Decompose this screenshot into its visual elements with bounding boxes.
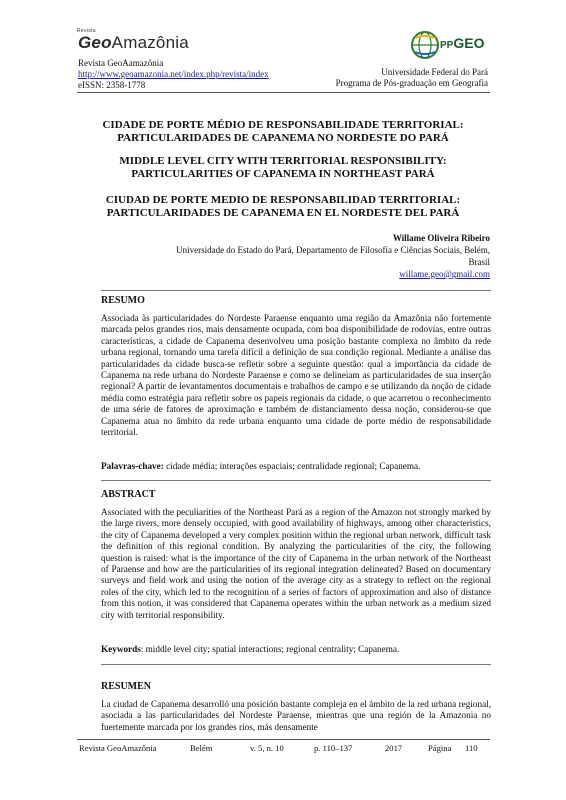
program-name: Programa de Pós-graduação em Geografia xyxy=(335,78,488,88)
resumo-heading: RESUMO xyxy=(101,295,145,306)
resumo-keywords: Palavras-chave: cidade média; interações espaciais; centralidade regional; Capanema. xyxy=(101,461,421,471)
footer-journal: Revista GeoAmazônia xyxy=(79,743,157,753)
footer-pages: p. 110–137 xyxy=(314,743,353,753)
footer-rule xyxy=(77,739,490,740)
abstract-keywords: Keywords: middle level city; spatial interactions; regional centrality; Capanema. xyxy=(101,644,400,654)
abstract-heading: ABSTRACT xyxy=(101,489,156,500)
journal-info xyxy=(78,58,269,91)
title-spanish: CIUDAD DE PORTE MEDIO DE RESPONSABILIDAD TERRITORIAL: PARTICULARIDADES DE CAPANEMA EN EL NORDESTE DEL PARÁ xyxy=(105,194,461,219)
institution-info xyxy=(336,67,488,89)
section-divider xyxy=(101,290,491,291)
geoamazonia-logo xyxy=(78,33,189,53)
section-divider xyxy=(101,664,491,665)
logo-rest-text: Amazônia xyxy=(111,33,189,52)
footer-city: Belém xyxy=(190,743,213,753)
author-email-link[interactable]: willame.geo@gmail.com xyxy=(399,269,490,279)
section-divider xyxy=(101,480,491,481)
logo-geo-text: Geo xyxy=(78,33,112,52)
footer-volume: v. 5, n. 10 xyxy=(250,743,284,753)
author-country: Brasil xyxy=(468,257,490,267)
header-rule xyxy=(77,92,490,93)
title-portuguese: CIDADE DE PORTE MÉDIO DE RESPONSABILIDADE TERRITORIAL: PARTICULARIDADES DE CAPANEMA NO NORDESTE DO PARÁ xyxy=(102,119,464,144)
journal-url-link[interactable]: http://www.geoamazonia.net/index.php/revista/index xyxy=(78,69,269,79)
footer-year: 2017 xyxy=(385,743,403,753)
footer-page-number: 110 xyxy=(465,743,478,753)
author-affiliation: Universidade do Estado do Pará, Departamento de Filosofia e Ciências Sociais, Belém, xyxy=(176,245,490,255)
logo-small-text: Revista xyxy=(77,28,96,34)
eissn: eISSN: 2358-1778 xyxy=(78,80,146,90)
abstract-text: Associated with the peculiarities of the Northeast Pará as a region of the Amazon not strongly marked by the large rivers, more densely occupied, with good availability of highways, among other characteristics, the city of Capanema developed a very complex position within the regional urban network, difficult task the definition of this regional condition. By analyzing the particularities of the city, the following question is raised: what is the importance of the city of Capanema in the urban network of the Northeast of Paraense and how are the particularities of its regional integration delineated? Based on documentary surveys and field work and using the notion of the average city as a strategy to reflect on the regional roles of the city, which led to the recognition of a series of factors of approximation and also of distance from this notion, it was considered that Capanema operates within the urban network as a medium sized city with territorial responsibility. xyxy=(101,507,491,620)
footer-page-label: Página xyxy=(428,743,452,753)
author-name: Willame Oliveira Ribeiro xyxy=(392,233,490,243)
university-name: Universidade Federal do Pará xyxy=(381,67,488,77)
title-english: MIDDLE LEVEL CITY WITH TERRITORIAL RESPONSIBILITY: PARTICULARITIES OF CAPANEMA IN NORTHEAST PARÁ xyxy=(119,155,447,180)
resumen-text: La ciudad de Capanema desarrolló una posición bastante compleja en el ámbito de la red urbana regional, asociada a las particularidades del Nordeste Paraense, mientras que una región de la Amazonia no fuertemente marcada por los grandes ríos, más densamente xyxy=(101,699,491,732)
author-block xyxy=(176,232,490,280)
ppgeo-logo-text: PPGEO xyxy=(440,35,485,51)
journal-name: Revista GeoAamazônia xyxy=(78,58,164,68)
resumo-text: Associada às particularidades do Nordeste Paraense enquanto uma região da Amazônia não fortemente marcada pelos grandes rios, mais densamente ocupada, com boa disponibilidade de rodovias, entre outras características, a cidade de Capanema desenvolveu uma posição bastante complexa no âmbito da rede urbana regional, tornando uma tarefa difícil a definição de sua condição regional. Mediante a análise das particularidades da cidade busca-se refletir sobre a seguinte questão: qual a importância da cidade de Capanema na rede urbana do Nordeste Paraense e como se delineiam as particularidades de sua inserção regional? A partir de levantamentos documentais e trabalhos de campo e se utilizando da noção de cidade média como estratégia para refletir sobre os papeis regionais da cidade, o que acarretou o reconhecimento de uma série de fatores de aproximação e também de distanciamento dessa noção, considerou-se que Capanema atua no âmbito da rede urbana enquanto uma cidade de porte médio de responsabilidade territorial. xyxy=(101,313,491,438)
resumen-heading: RESUMEN xyxy=(101,681,152,692)
